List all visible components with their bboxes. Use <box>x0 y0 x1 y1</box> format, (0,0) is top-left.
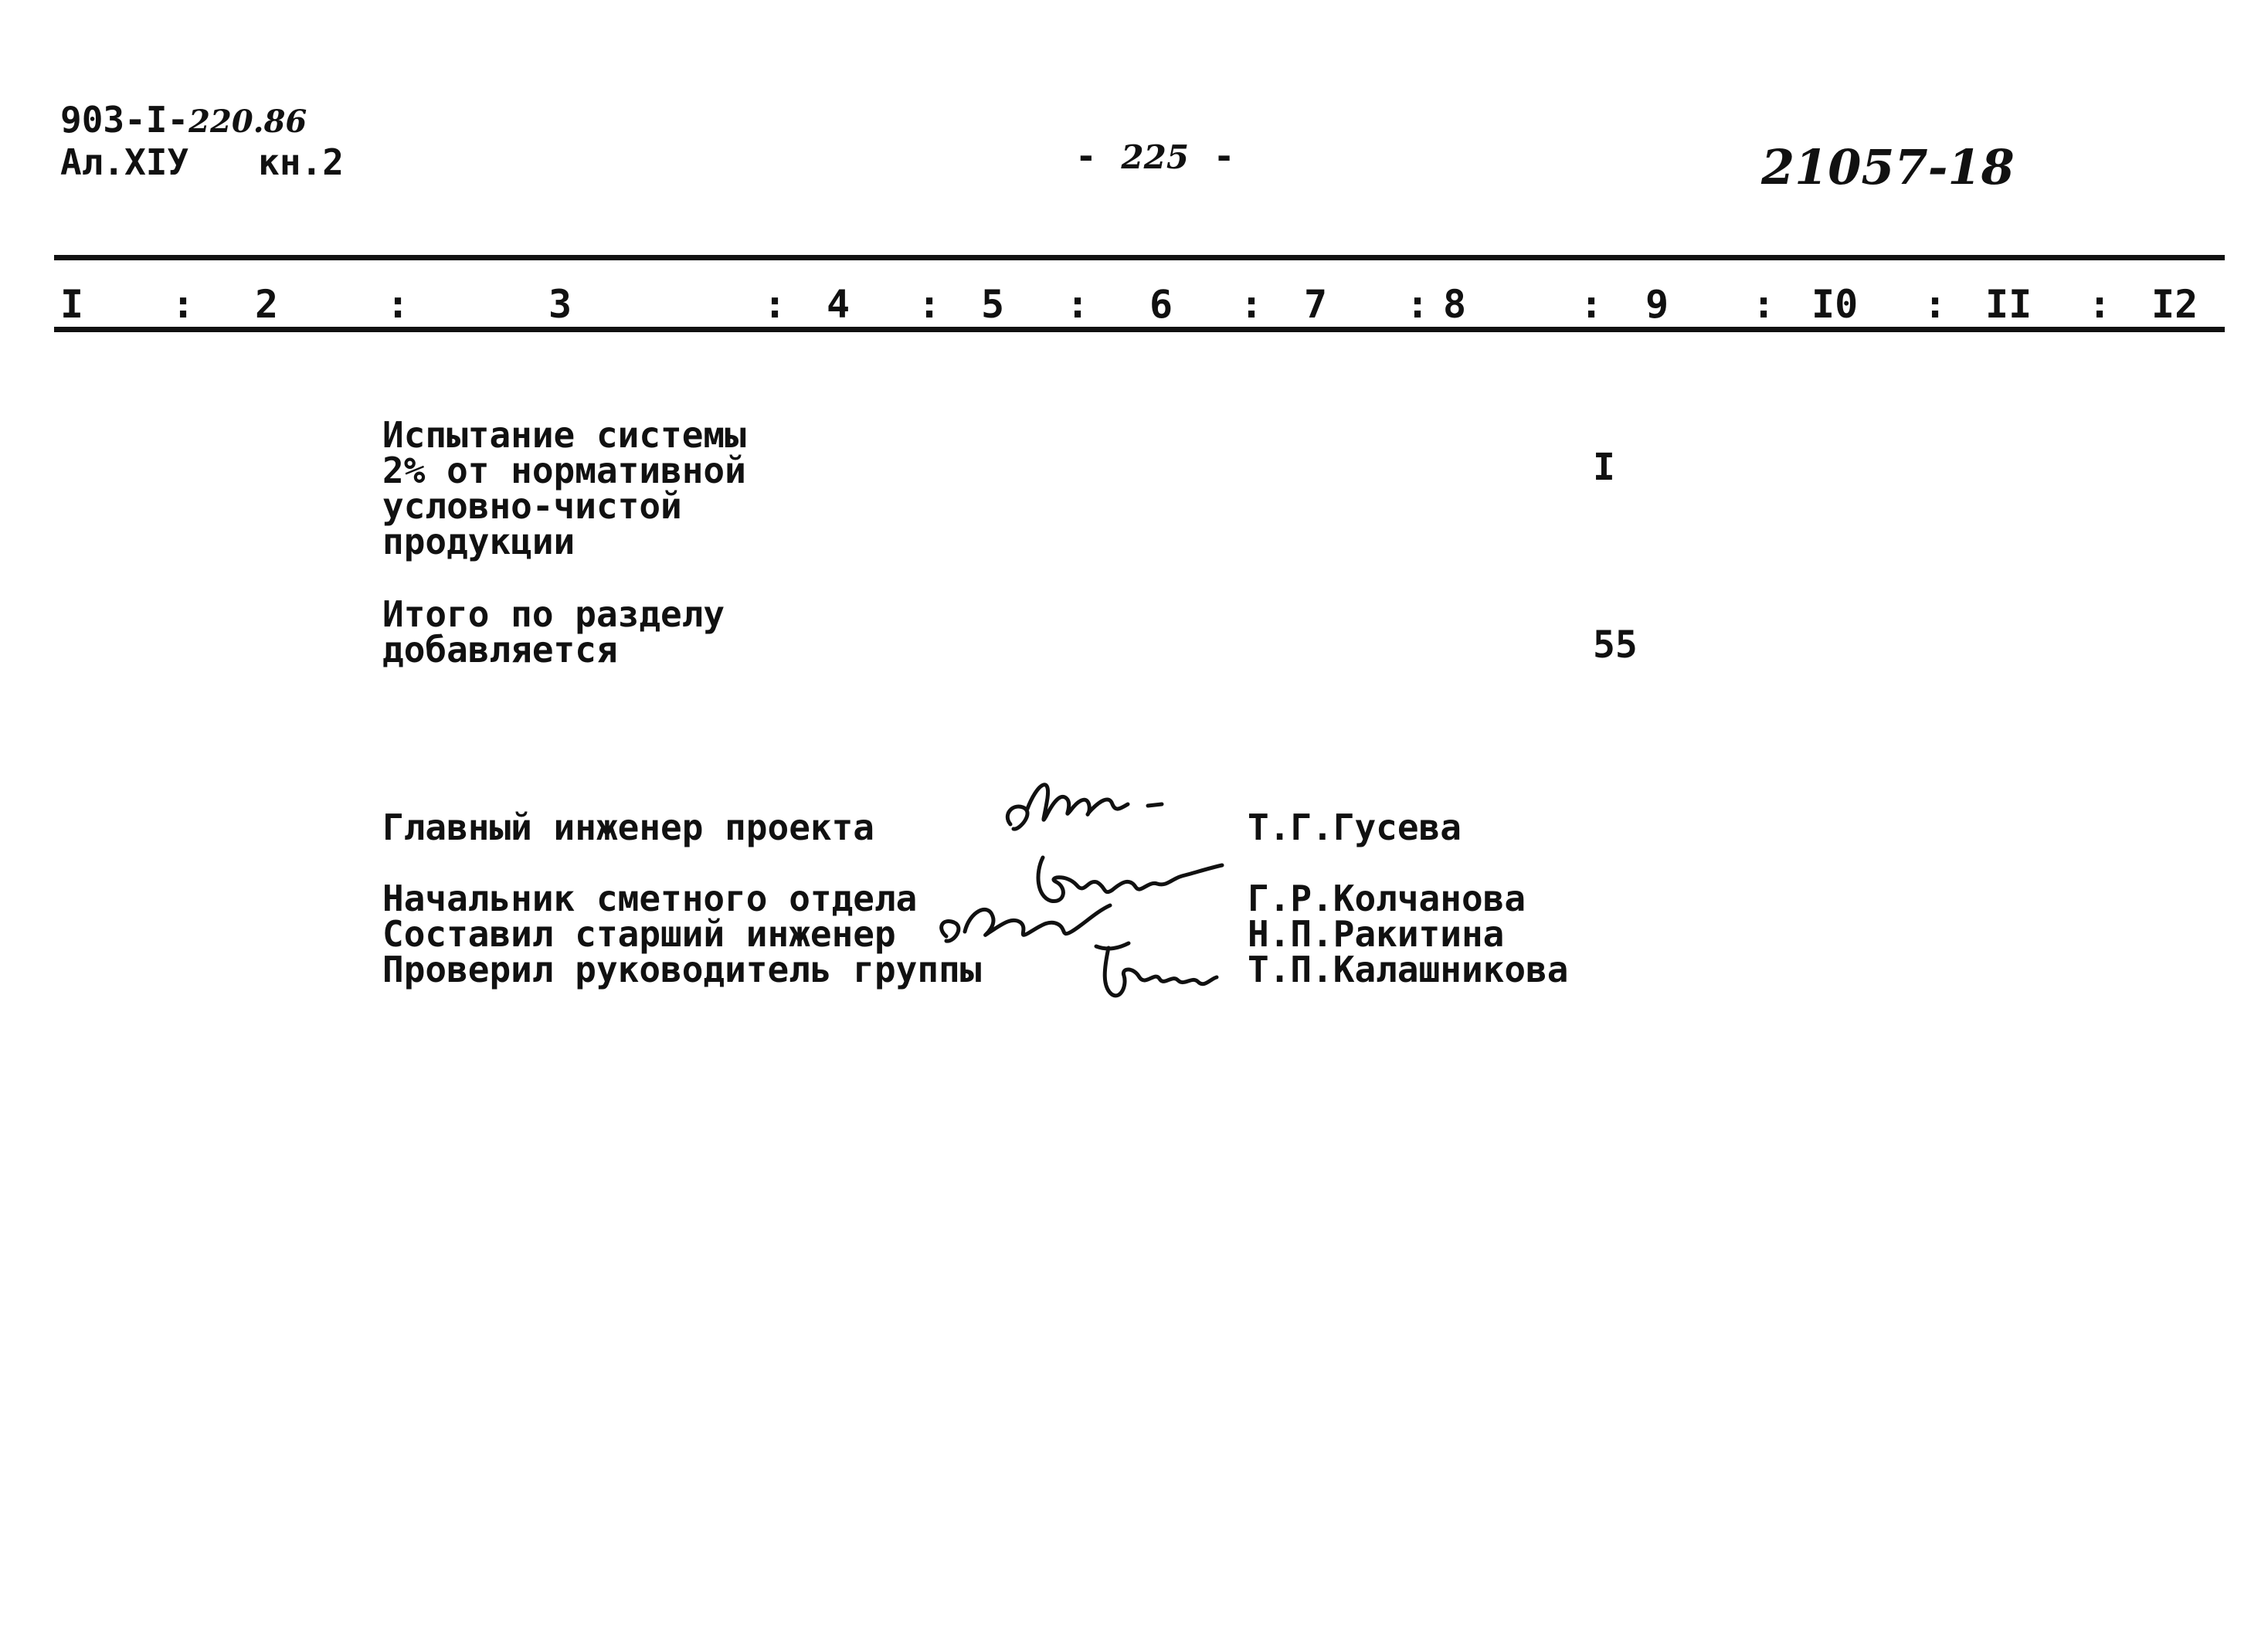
document-code-printed: 903-I- <box>60 99 189 141</box>
column-number: 4 <box>827 282 850 327</box>
column-separator: : <box>171 282 195 327</box>
column-number: 6 <box>1149 282 1173 327</box>
row-system-test-col9-value: I <box>1593 446 1615 489</box>
document-code <box>60 99 307 143</box>
column-separator: : <box>1240 282 1264 327</box>
book-number: кн.2 <box>258 141 344 183</box>
column-number: 5 <box>981 282 1005 327</box>
column-number: I2 <box>2151 282 2198 327</box>
column-separator: : <box>2088 282 2112 327</box>
column-number: 2 <box>255 282 279 327</box>
column-number: I0 <box>1811 282 1859 327</box>
signature-scribble-group-lead <box>1085 931 1232 1008</box>
reference-number: 21057-18 <box>1761 139 2015 195</box>
description-line: Испытание системы <box>382 414 746 456</box>
signature-scribble-chief-engineer <box>996 761 1197 846</box>
row-section-total-col9-value: 55 <box>1593 623 1638 667</box>
row-section-total-description <box>382 593 725 671</box>
column-number: II <box>1985 282 2032 327</box>
signature-role-estimate-head: Начальник сметного отдела <box>382 878 918 919</box>
signature-name-estimate-head: Г.Р.Колчанова <box>1248 878 1526 919</box>
column-separator: : <box>1923 282 1947 327</box>
header-rule-top <box>54 255 2225 260</box>
page-dash-left: - <box>1075 135 1097 177</box>
column-number: 3 <box>548 282 572 327</box>
column-separator: : <box>1066 282 1090 327</box>
album-line <box>60 141 344 183</box>
page-dash-right: - <box>1213 135 1235 177</box>
description-line: добавляется <box>382 629 618 671</box>
column-number: I <box>60 282 84 327</box>
header-rule-bottom <box>54 327 2225 332</box>
column-separator: : <box>763 282 787 327</box>
column-number: 9 <box>1645 282 1669 327</box>
column-number: 7 <box>1304 282 1328 327</box>
column-separator: : <box>386 282 410 327</box>
signature-name-compiler: Н.П.Ракитина <box>1248 913 1505 955</box>
signature-name-chief-engineer: Т.Г.Гусева <box>1248 807 1462 848</box>
document-code-handwritten: 220.86 <box>188 104 307 140</box>
description-line: условно-чистой <box>382 485 682 527</box>
page-number <box>1075 135 1234 178</box>
column-separator: : <box>1406 282 1430 327</box>
column-separator: : <box>918 282 942 327</box>
row-system-test-description <box>382 414 746 562</box>
signature-role-chief-engineer: Главный инженер проекта <box>382 807 874 848</box>
description-line: продукции <box>382 521 575 562</box>
page-number-handwritten: 225 <box>1121 138 1190 176</box>
description-line: 2% от нормативной <box>382 450 746 491</box>
column-separator: : <box>1580 282 1604 327</box>
description-line: Итого по разделу <box>382 593 725 635</box>
album-number: Ал.XIУ <box>60 141 189 183</box>
signature-role-group-lead: Проверил руководитель группы <box>382 949 982 990</box>
column-separator: : <box>1752 282 1776 327</box>
signature-name-group-lead: Т.П.Калашникова <box>1248 949 1569 990</box>
signature-role-compiler: Составил старший инженер <box>382 913 896 955</box>
column-number: 8 <box>1443 282 1467 327</box>
